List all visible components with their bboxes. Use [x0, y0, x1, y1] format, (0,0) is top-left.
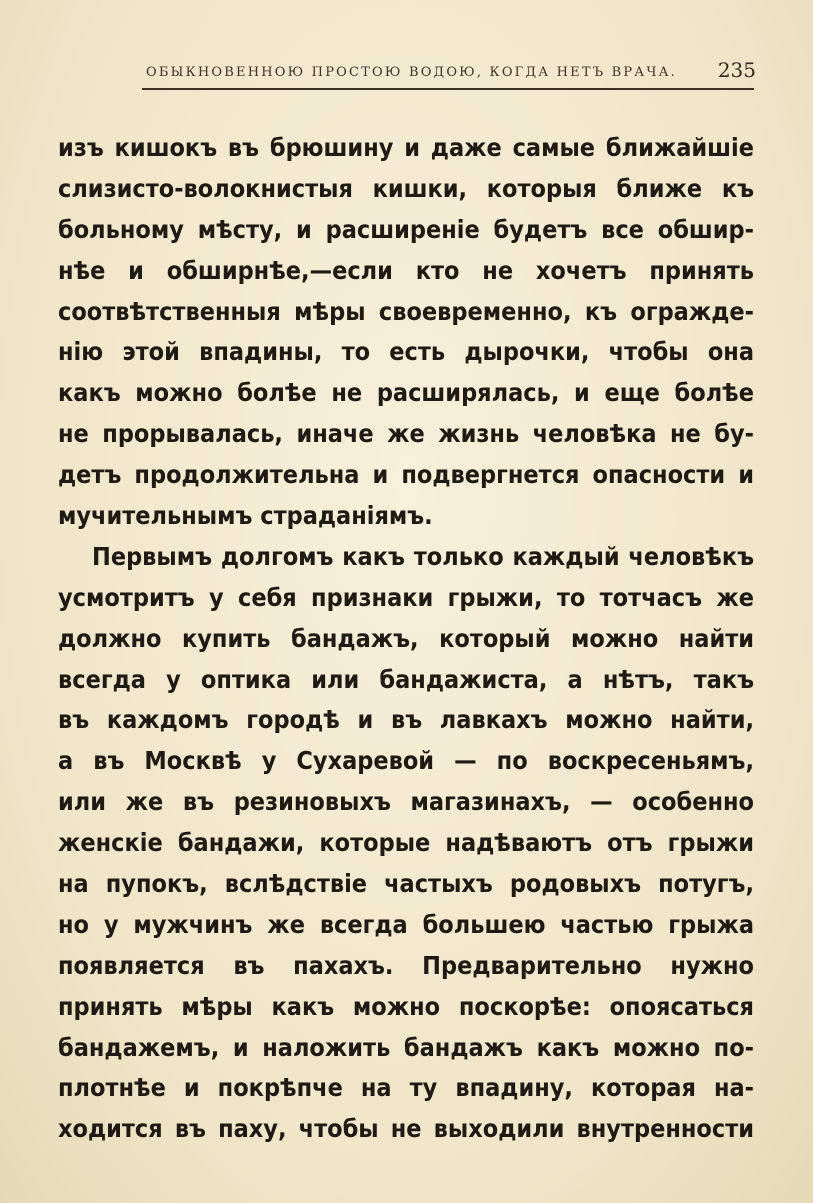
text-line: или же въ резиновыхъ магазинахъ, — особенно	[58, 787, 754, 817]
text-line: усмотритъ у себя признаки грыжи, то тотчасъ же	[58, 582, 754, 612]
text-line: а въ Москвѣ у Сухаревой — по воскресеньямъ,	[58, 746, 754, 776]
text-line: всегда у оптика или бандажиста, а нѣтъ, такъ	[58, 664, 754, 694]
text-line: появляется въ пахахъ. Предварительно нужно	[58, 950, 754, 980]
text-line: слизисто-волокнистыя кишки, которыя ближе къ	[58, 173, 754, 203]
text-line: должно купить бандажъ, который можно найти	[58, 623, 754, 653]
text-line: на пупокъ, вслѣдствіе частыхъ родовыхъ потугъ,	[58, 869, 754, 899]
text-line: въ каждомъ городѣ и въ лавкахъ можно найти,	[58, 705, 754, 735]
text-line: какъ можно болѣе не расширялась, и еще болѣе	[58, 378, 754, 408]
text-line: Первымъ долгомъ какъ только каждый человѣкъ	[92, 541, 754, 571]
text-line: больному мѣсту, и расширеніе будетъ все обшир-	[58, 214, 754, 244]
text-line: нію этой впадины, то есть дырочки, чтобы она	[58, 337, 754, 367]
text-line: бандажемъ, и наложить бандажъ какъ можно по-	[58, 1032, 754, 1062]
text-line: плотнѣе и покрѣпче на ту впадину, которая на-	[58, 1073, 754, 1103]
text-line: не прорывалась, иначе же жизнь человѣка не бу-	[58, 419, 754, 449]
text-line: нѣе и обширнѣе,—если кто не хочетъ принять	[58, 255, 754, 285]
text-line: но у мужчинъ же всегда большею частью грыжа	[58, 909, 754, 939]
running-head	[100, 56, 760, 86]
running-title: ОБЫКНОВЕННОЮ ПРОСТОЮ ВОДОЮ, КОГДА НЕТЪ ВРАЧА.	[146, 65, 677, 80]
text-line: женскіе бандажи, которые надѣваютъ отъ грыжи	[58, 828, 754, 858]
text-line: мучительнымъ страданіямъ.	[58, 501, 433, 531]
text-line: ходится въ паху, чтобы не выходили внутренности	[58, 1114, 754, 1144]
text-line: соотвѣтственныя мѣры своевременно, къ огражде-	[58, 296, 754, 326]
body-text	[58, 128, 754, 1150]
text-line: изъ кишокъ въ брюшину и даже самые ближайшіе	[58, 133, 754, 162]
text-line: принять мѣры какъ можно поскорѣе: опоясаться	[58, 991, 754, 1021]
text-line: детъ продолжительна и подвергнется опасности и	[58, 460, 754, 490]
page-number: 235	[717, 58, 756, 82]
header-rule	[142, 88, 754, 90]
